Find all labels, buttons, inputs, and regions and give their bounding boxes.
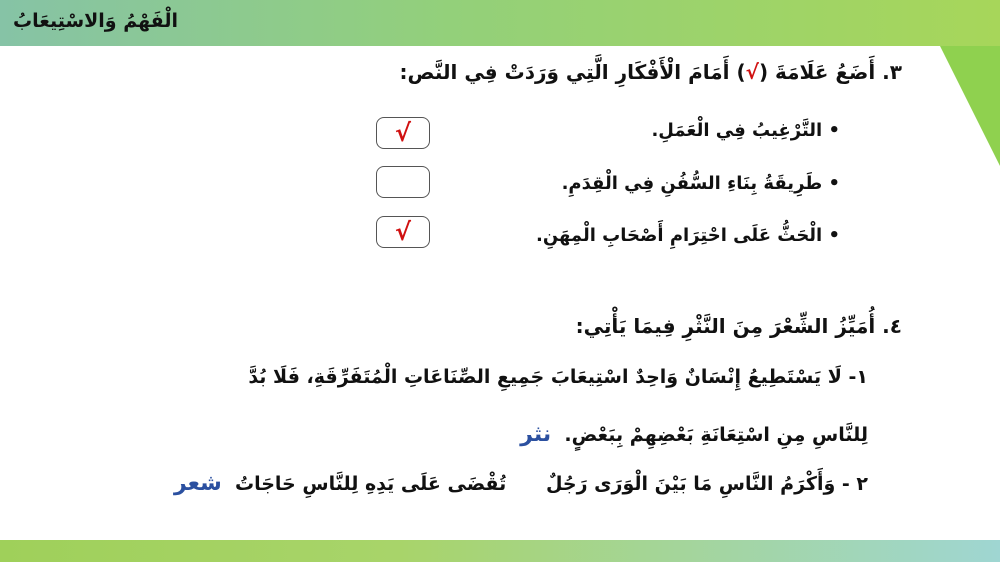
q3-title-prefix: ٣. أَضَعُ عَلَامَةَ (: [758, 60, 902, 84]
check-mark-icon: √: [745, 60, 759, 84]
q4-title: ٤. أُمَيِّزُ الشِّعْرَ مِنَ النَّثْرِ فِيمَا يَأْتِي:: [575, 314, 902, 338]
q3-item-2: • طَرِيقَةُ بِنَاءِ السُّفُنِ فِي الْقِدَمِ.: [561, 173, 840, 194]
q3-item-1: • التَّرْغِيبُ فِي الْعَمَلِ.: [651, 120, 840, 141]
q4-item-1-line-2: [520, 422, 868, 447]
q3-checkbox-1[interactable]: √: [376, 117, 430, 149]
q4-item-1-text: لِلنَّاسِ مِنِ اسْتِعَانَةِ بَعْضِهِمْ بِبَعْضٍ.: [564, 424, 868, 446]
q4-item-2-hemistich-2: تُقْضَى عَلَى يَدِهِ لِلنَّاسِ حَاجَاتُ: [234, 473, 507, 495]
q4-item-2: [174, 471, 868, 496]
corner-decoration: [940, 46, 1000, 166]
page-title: الْفَهْمُ وَالاسْتِيعَابُ: [13, 10, 178, 32]
q3-item-3: • الْحَثُّ عَلَى احْتِرَامِ أَصْحَابِ الْمِهَنِ.: [536, 225, 840, 246]
q4-item-2-answer: شعر: [174, 471, 222, 496]
q4-item-1-line-1: ١- لَا يَسْتَطِيعُ إِنْسَانٌ وَاحِدٌ اسْتِيعَابَ جَمِيعِ الصِّنَاعَاتِ الْمُتَفَرِّقَةِ، فَلَا بُدَّ: [248, 366, 868, 388]
q4-item-2-hemistich-1: ٢ - وَأَكْرَمُ النَّاسِ مَا بَيْنَ الْوَرَى رَجُلٌ: [545, 473, 868, 495]
q3-title: [400, 60, 902, 84]
q3-title-suffix: ) أَمَامَ الْأَفْكَارِ الَّتِي وَرَدَتْ فِي النَّص:: [399, 60, 746, 84]
q3-checkbox-3[interactable]: √: [376, 216, 430, 248]
q3-checkbox-2[interactable]: [376, 166, 430, 198]
footer-band: [0, 540, 1000, 562]
q4-item-1-answer: نثر: [520, 422, 552, 447]
